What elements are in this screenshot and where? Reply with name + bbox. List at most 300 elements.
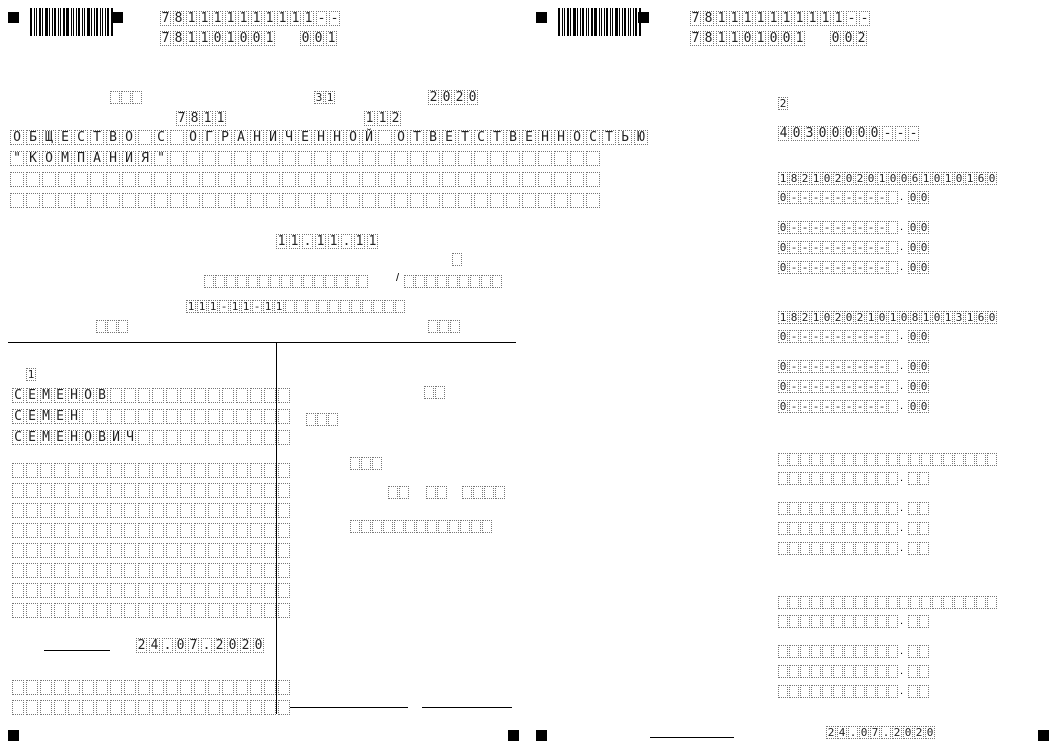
cell [166, 430, 178, 445]
corner-marker [1038, 730, 1049, 741]
cell [264, 483, 276, 498]
cell [138, 503, 150, 518]
cell: 2 [857, 31, 866, 46]
cell [170, 130, 184, 145]
cell [194, 483, 206, 498]
cell [778, 542, 788, 555]
month-amount-cells[interactable] [778, 522, 899, 535]
cell [789, 522, 799, 535]
barcode-bar [91, 8, 92, 36]
cell [330, 193, 344, 208]
cell [26, 680, 38, 695]
cell: - [856, 330, 864, 343]
cell: М [40, 388, 52, 403]
cell [222, 583, 234, 598]
kbk-cells [778, 172, 998, 185]
cell: 0 [779, 241, 787, 254]
cell [449, 520, 459, 533]
cell [264, 603, 276, 618]
cell [138, 680, 150, 695]
pages-cells[interactable] [96, 320, 129, 333]
cell: - [790, 221, 798, 234]
doc-row-1[interactable] [12, 680, 292, 695]
cell: - [867, 241, 875, 254]
cell: - [220, 300, 228, 313]
barcode-bar [630, 8, 631, 36]
cell: 1 [867, 311, 875, 324]
cell [152, 680, 164, 695]
cell [138, 409, 150, 424]
decimal-point: . [900, 400, 904, 412]
cell: . [849, 726, 857, 739]
cell [110, 543, 122, 558]
cell [166, 523, 178, 538]
representative-row[interactable] [12, 463, 292, 478]
cell [888, 685, 898, 698]
cell [789, 502, 799, 515]
cell [888, 380, 898, 393]
cell [194, 463, 206, 478]
barcode-bar [628, 8, 629, 36]
cell: 0 [831, 31, 840, 46]
cell [484, 486, 494, 499]
cell: 0 [909, 261, 917, 274]
cell: - [823, 360, 831, 373]
cell: - [878, 241, 886, 254]
cell [987, 596, 997, 609]
cell [965, 453, 975, 466]
cell [482, 520, 492, 533]
reorg-inn-cells[interactable] [204, 275, 369, 288]
cell [438, 520, 448, 533]
cell: - [845, 191, 853, 204]
cell [138, 523, 150, 538]
cell: Й [362, 130, 376, 145]
barcode-bar [42, 8, 43, 36]
cell: 0 [844, 126, 853, 141]
cell [822, 665, 832, 678]
cell: 0 [909, 360, 917, 373]
cell [208, 503, 220, 518]
cell: О [82, 388, 94, 403]
cell: Н [314, 130, 328, 145]
cell: 0 [904, 726, 912, 739]
cell [180, 603, 192, 618]
cell [180, 680, 192, 695]
month-kopeck-cells[interactable] [908, 522, 930, 535]
cell [919, 472, 929, 485]
cell [800, 596, 810, 609]
day-cells[interactable] [388, 486, 410, 499]
cell: 0 [844, 31, 853, 46]
cell [10, 172, 24, 187]
month-kopeck-cells [908, 221, 930, 234]
cell [811, 542, 821, 555]
barcode-bar [580, 8, 581, 36]
cell: - [856, 191, 864, 204]
cell [458, 172, 472, 187]
cell [152, 483, 164, 498]
month-kopeck-cells[interactable] [908, 685, 930, 698]
cell [789, 453, 799, 466]
kopeck-cells[interactable] [908, 615, 930, 628]
cell [278, 483, 290, 498]
cell: - [823, 261, 831, 274]
representative-row[interactable] [12, 523, 292, 538]
cell [855, 502, 865, 515]
cell [435, 386, 445, 399]
month-amount-cells[interactable] [778, 685, 899, 698]
cell [166, 503, 178, 518]
barcode-bar [601, 8, 602, 36]
cell [40, 603, 52, 618]
cell [372, 520, 382, 533]
month-kopeck-cells[interactable] [908, 665, 930, 678]
amount-cells[interactable] [778, 615, 899, 628]
cell [278, 563, 290, 578]
cell: - [790, 191, 798, 204]
cell: 0 [782, 31, 791, 46]
cell [919, 665, 929, 678]
cell [208, 680, 220, 695]
cell: . [303, 234, 312, 249]
cell [325, 275, 335, 288]
cell: С [12, 388, 24, 403]
cell [154, 172, 168, 187]
cell: . [882, 726, 890, 739]
cell [208, 603, 220, 618]
cell [12, 583, 24, 598]
cell [314, 172, 328, 187]
cell [789, 665, 799, 678]
cell: 0 [870, 126, 879, 141]
corner-marker [508, 730, 519, 741]
month-cells[interactable] [426, 486, 448, 499]
cell [778, 615, 788, 628]
cell [124, 700, 136, 715]
cell: - [883, 126, 892, 141]
name-cells [12, 409, 292, 424]
cell [919, 615, 929, 628]
cell [222, 503, 234, 518]
cell: Б [26, 130, 40, 145]
barcode-bar [633, 8, 634, 36]
presented-pages-cells[interactable] [306, 413, 339, 426]
cell: - [845, 330, 853, 343]
decimal-point: . [900, 542, 904, 554]
cell [888, 453, 898, 466]
month-amount-cells[interactable] [778, 502, 899, 515]
cell [40, 563, 52, 578]
cell: - [317, 11, 326, 26]
cell [399, 486, 409, 499]
confirm-code-cell [26, 368, 37, 381]
cell [264, 409, 276, 424]
cell [138, 430, 150, 445]
cell: 2 [779, 97, 787, 110]
cell [800, 502, 810, 515]
cell [811, 502, 821, 515]
decimal-point: . [900, 241, 904, 253]
cell: 7 [161, 11, 170, 26]
cell [110, 503, 122, 518]
cell [82, 483, 94, 498]
cell [844, 472, 854, 485]
cell [250, 563, 262, 578]
representative-row[interactable] [12, 563, 292, 578]
cell: В [96, 388, 108, 403]
cell [778, 645, 788, 658]
cell [236, 463, 248, 478]
cell [474, 172, 488, 187]
cell: 2 [834, 172, 842, 185]
cell [58, 193, 72, 208]
cell: 1 [226, 11, 235, 26]
cell [152, 523, 164, 538]
cell: 1 [756, 11, 765, 26]
cell [888, 400, 898, 413]
cell [152, 503, 164, 518]
cell [166, 680, 178, 695]
cell [226, 275, 236, 288]
cell [458, 193, 472, 208]
cell [855, 596, 865, 609]
cell [110, 523, 122, 538]
org-name-row-4[interactable] [10, 193, 602, 208]
cell [281, 275, 291, 288]
registered-cells[interactable] [350, 520, 493, 533]
cell [919, 685, 929, 698]
rule-line [422, 707, 512, 708]
cell [855, 453, 865, 466]
amount-cells [778, 191, 899, 204]
cell: 0 [920, 221, 928, 234]
kbk-cells[interactable] [778, 453, 998, 466]
cell [234, 193, 248, 208]
month-kopeck-cells[interactable] [908, 645, 930, 658]
kbk-cells[interactable] [778, 596, 998, 609]
cell [800, 645, 810, 658]
cell [811, 472, 821, 485]
cell [452, 253, 462, 266]
cell [844, 453, 854, 466]
barcode-bar [71, 8, 72, 36]
cell [855, 542, 865, 555]
cell [96, 583, 108, 598]
cell [866, 502, 876, 515]
slash-divider: / [396, 272, 400, 284]
cell [236, 583, 248, 598]
cell: 1 [203, 111, 212, 126]
cell: 0 [933, 172, 941, 185]
month-kopeck-cells[interactable] [908, 542, 930, 555]
cell: В [506, 130, 520, 145]
cell [208, 388, 220, 403]
cell: 0 [988, 311, 996, 324]
org-name-row-3[interactable] [10, 172, 602, 187]
cell [395, 300, 405, 313]
cell [236, 483, 248, 498]
cell [124, 483, 136, 498]
cell [208, 463, 220, 478]
reorg-kpp-cells[interactable] [404, 275, 503, 288]
cell [522, 151, 536, 166]
representative-row[interactable] [12, 503, 292, 518]
cell [82, 583, 94, 598]
barcode-bar [612, 8, 613, 36]
cell: 1 [821, 11, 830, 26]
cell [180, 409, 192, 424]
cell [10, 193, 24, 208]
cell [474, 193, 488, 208]
cell: 1 [730, 11, 739, 26]
cell: О [186, 130, 200, 145]
cell [410, 151, 424, 166]
decimal-point: . [900, 615, 904, 627]
reorg-cell[interactable] [452, 253, 463, 266]
cell: . [163, 638, 172, 653]
cell [908, 472, 918, 485]
cell [410, 193, 424, 208]
cell: 0 [909, 330, 917, 343]
month-amount-cells[interactable] [778, 665, 899, 678]
cell [166, 543, 178, 558]
cell: 0 [845, 172, 853, 185]
cell: 1 [278, 11, 287, 26]
cell [26, 172, 40, 187]
cell [908, 645, 918, 658]
cell [250, 503, 262, 518]
kopeck-cells[interactable] [908, 472, 930, 485]
representative-row[interactable] [12, 483, 292, 498]
month-amount-cells[interactable] [778, 542, 899, 555]
corner-marker [536, 12, 547, 23]
cell [866, 685, 876, 698]
cell: 1 [326, 91, 334, 104]
month-amount-cells [778, 360, 899, 373]
cell: 7 [161, 31, 170, 46]
cell [908, 522, 918, 535]
cell [40, 503, 52, 518]
cell [96, 563, 108, 578]
cell [96, 503, 108, 518]
cell [278, 388, 290, 403]
cell [899, 453, 909, 466]
rule-line [650, 737, 734, 738]
cell: 0 [920, 261, 928, 274]
cell [58, 172, 72, 187]
cell: 8 [174, 11, 183, 26]
cell [180, 463, 192, 478]
cell [166, 409, 178, 424]
cell: 8 [704, 11, 713, 26]
presented-code-cells[interactable] [424, 386, 446, 399]
doc-row-2[interactable] [12, 700, 292, 715]
representative-row[interactable] [12, 603, 292, 618]
cell [877, 472, 887, 485]
cell [250, 583, 262, 598]
cell [96, 463, 108, 478]
corner-marker [8, 730, 19, 741]
amount-cells[interactable] [778, 472, 899, 485]
sheets-cells[interactable] [428, 320, 461, 333]
cell: 0 [239, 31, 248, 46]
cell [822, 522, 832, 535]
cell [965, 596, 975, 609]
cell [844, 596, 854, 609]
cell [822, 502, 832, 515]
cell: 1 [327, 31, 336, 46]
inn-cells-p2 [690, 11, 872, 26]
cell: - [867, 191, 875, 204]
cell [877, 502, 887, 515]
cell [481, 275, 491, 288]
month-amount-cells[interactable] [778, 645, 899, 658]
cell [170, 193, 184, 208]
cell [264, 543, 276, 558]
cell: 0 [831, 126, 840, 141]
year-cells-blank[interactable] [462, 486, 506, 499]
barcode-bar [594, 8, 597, 36]
cell: - [834, 380, 842, 393]
cell [470, 275, 480, 288]
cell: 6 [977, 311, 985, 324]
representative-row[interactable] [12, 543, 292, 558]
cell [54, 523, 66, 538]
cell [222, 543, 234, 558]
cell [264, 563, 276, 578]
cell: Т [602, 130, 616, 145]
decimal-point: . [900, 645, 904, 657]
cell [362, 193, 376, 208]
cell: В [106, 130, 120, 145]
cell [394, 172, 408, 187]
cell [166, 463, 178, 478]
cell [107, 320, 117, 333]
cell [250, 388, 262, 403]
correction-cells[interactable] [110, 91, 143, 104]
cell [250, 430, 262, 445]
period-cells [314, 91, 336, 104]
cell: Т [410, 130, 424, 145]
cell [54, 483, 66, 498]
cell: Е [58, 130, 72, 145]
cell: 0 [213, 31, 222, 46]
cell: - [790, 360, 798, 373]
cell [124, 523, 136, 538]
cell [778, 685, 788, 698]
cell [298, 172, 312, 187]
representative-row[interactable] [12, 583, 292, 598]
month-kopeck-cells[interactable] [908, 502, 930, 515]
copies-cells[interactable] [350, 457, 383, 470]
cell [96, 680, 108, 695]
cell: 1 [226, 31, 235, 46]
cell [362, 172, 376, 187]
cell [54, 503, 66, 518]
cell [26, 603, 38, 618]
cell [378, 172, 392, 187]
cell [194, 430, 206, 445]
cell [138, 700, 150, 715]
cell [976, 596, 986, 609]
cell: О [570, 130, 584, 145]
cell [124, 603, 136, 618]
month-amount-cells [778, 261, 899, 274]
barcode-bar [622, 8, 623, 36]
cell [919, 645, 929, 658]
cell [106, 193, 120, 208]
